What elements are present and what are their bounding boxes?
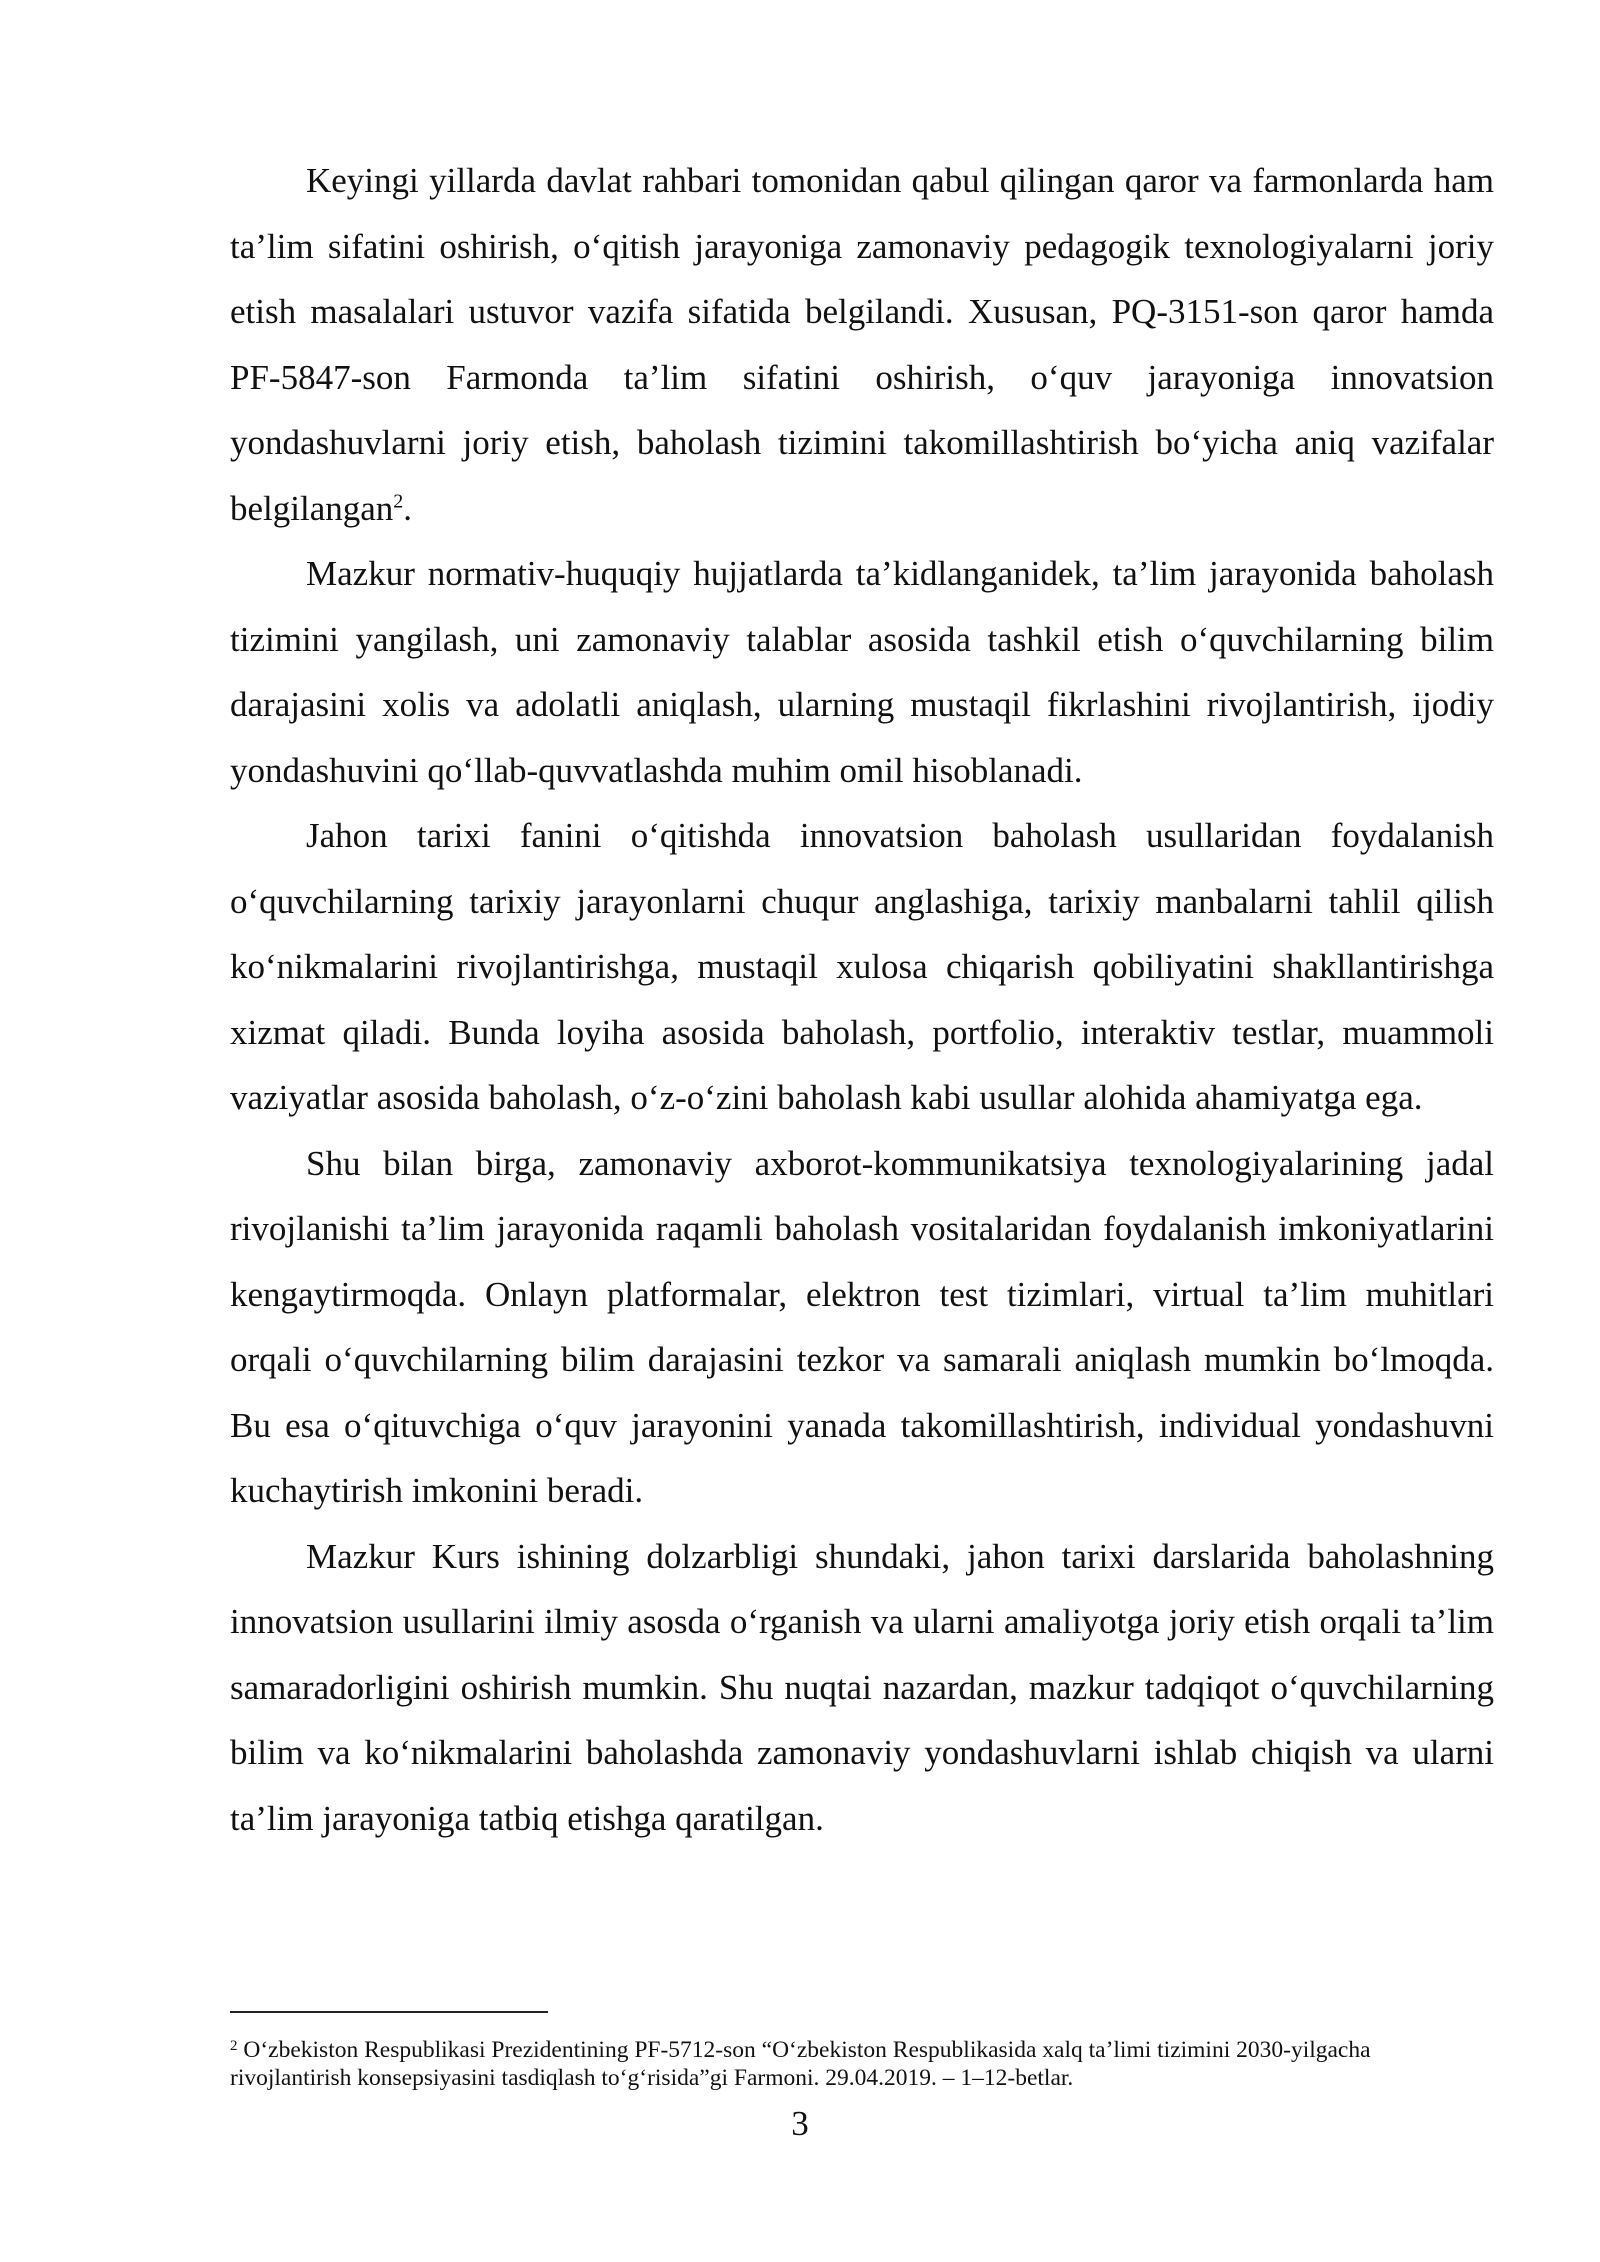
footnote bbox=[230, 2036, 1494, 2092]
paragraph-5: Mazkur Kurs ishining dolzarbligi shundaki, jahon tarixi darslarida baholashning innovatsion usullarini ilmiy asosda o‘rganish va ularni amaliyotga joriy etish orqali ta’lim samaradorligini oshirish mumkin. Shu nuqtai nazardan, mazkur tadqiqot o‘quvchilarning bilim va ko‘nikmalarini baholashda zamonaviy yondashuvlarni ishlab chiqish va ularni ta’lim jarayoniga tatbiq etishga qaratilgan. bbox=[230, 1536, 1494, 1838]
footnote-separator bbox=[230, 2011, 548, 2013]
footnote-marker: 2 bbox=[230, 2038, 238, 2054]
paragraph-1-text: Keyingi yillarda davlat rahbari tomonidan qabul qilingan qaror va farmonlarda ham ta’lim sifatini oshirish, o‘qitish jarayoniga zamonaviy pedagogik texnologiyalarni joriy etish masalalari ustuvor vazifa sifatida belgilandi. Xususan, PQ-3151-son qaror hamda PF-5847-son Farmonda ta’lim sifatini oshirish, o‘quv jarayoniga innovatsion yondashuvlarni joriy etish, baholash tizimini takomillashtirish bo‘yicha aniq vazifalar belgilangan bbox=[230, 161, 1494, 528]
footnote-reference: 2 bbox=[393, 489, 404, 512]
paragraph-3: Jahon tarixi fanini o‘qitishda innovatsion baholash usullaridan foydalanish o‘quvchilarning tarixiy jarayonlarni chuqur anglashiga, tarixiy manbalarni tahlil qilish ko‘nikmalarini rivojlantirishga, mustaqil xulosa chiqarish qobiliyatini shakllantirishga xizmat qiladi. Bunda loyiha asosida baholash, portfolio, interaktiv testlar, muammoli vaziyatlar asosida baholash, o‘z-o‘zini baholash kabi usullar alohida ahamiyatga ega. bbox=[230, 816, 1494, 1117]
paragraph-4: Shu bilan birga, zamonaviy axborot-kommunikatsiya texnologiyalarining jadal rivojlanishi ta’lim jarayonida raqamli baholash vositalaridan foydalanish imkoniyatlarini kengaytirmoqda. Onlayn platformalar, elektron test tizimlari, virtual ta’lim muhitlari orqali o‘quvchilarning bilim darajasini tezkor va samarali aniqlash mumkin bo‘lmoqda. Bu esa o‘qituvchiga o‘quv jarayonini yanada takomillashtirish, individual yondashuvni kuchaytirish imkonini beradi. bbox=[230, 1143, 1494, 1510]
footnote-text: O‘zbekiston Respublikasi Prezidentining PF-5712-son “O‘zbekiston Respublikasida xalq ta’limi tizimini 2030-yilgacha rivojlantirish konsepsiyasini tasdiqlash to‘g‘risida”gi Farmoni. 29.04.2019. – 1–12-betlar. bbox=[230, 2037, 1371, 2091]
page-number: 3 bbox=[791, 2104, 809, 2143]
body-text bbox=[230, 148, 1494, 1851]
paragraph-2: Mazkur normativ-huquqiy hujjatlarda ta’kidlanganidek, ta’lim jarayonida baholash tizimini yangilash, uni zamonaviy talablar asosida tashkil etish o‘quvchilarning bilim darajasini xolis va adolatli aniqlash, ularning mustaqil fikrlashini rivojlantirish, ijodiy yondashuvini qo‘llab-quvvatlashda muhim omil hisoblanadi. bbox=[230, 554, 1494, 790]
paragraph-1 bbox=[230, 148, 1494, 541]
paragraph-1-tail: . bbox=[403, 488, 413, 528]
